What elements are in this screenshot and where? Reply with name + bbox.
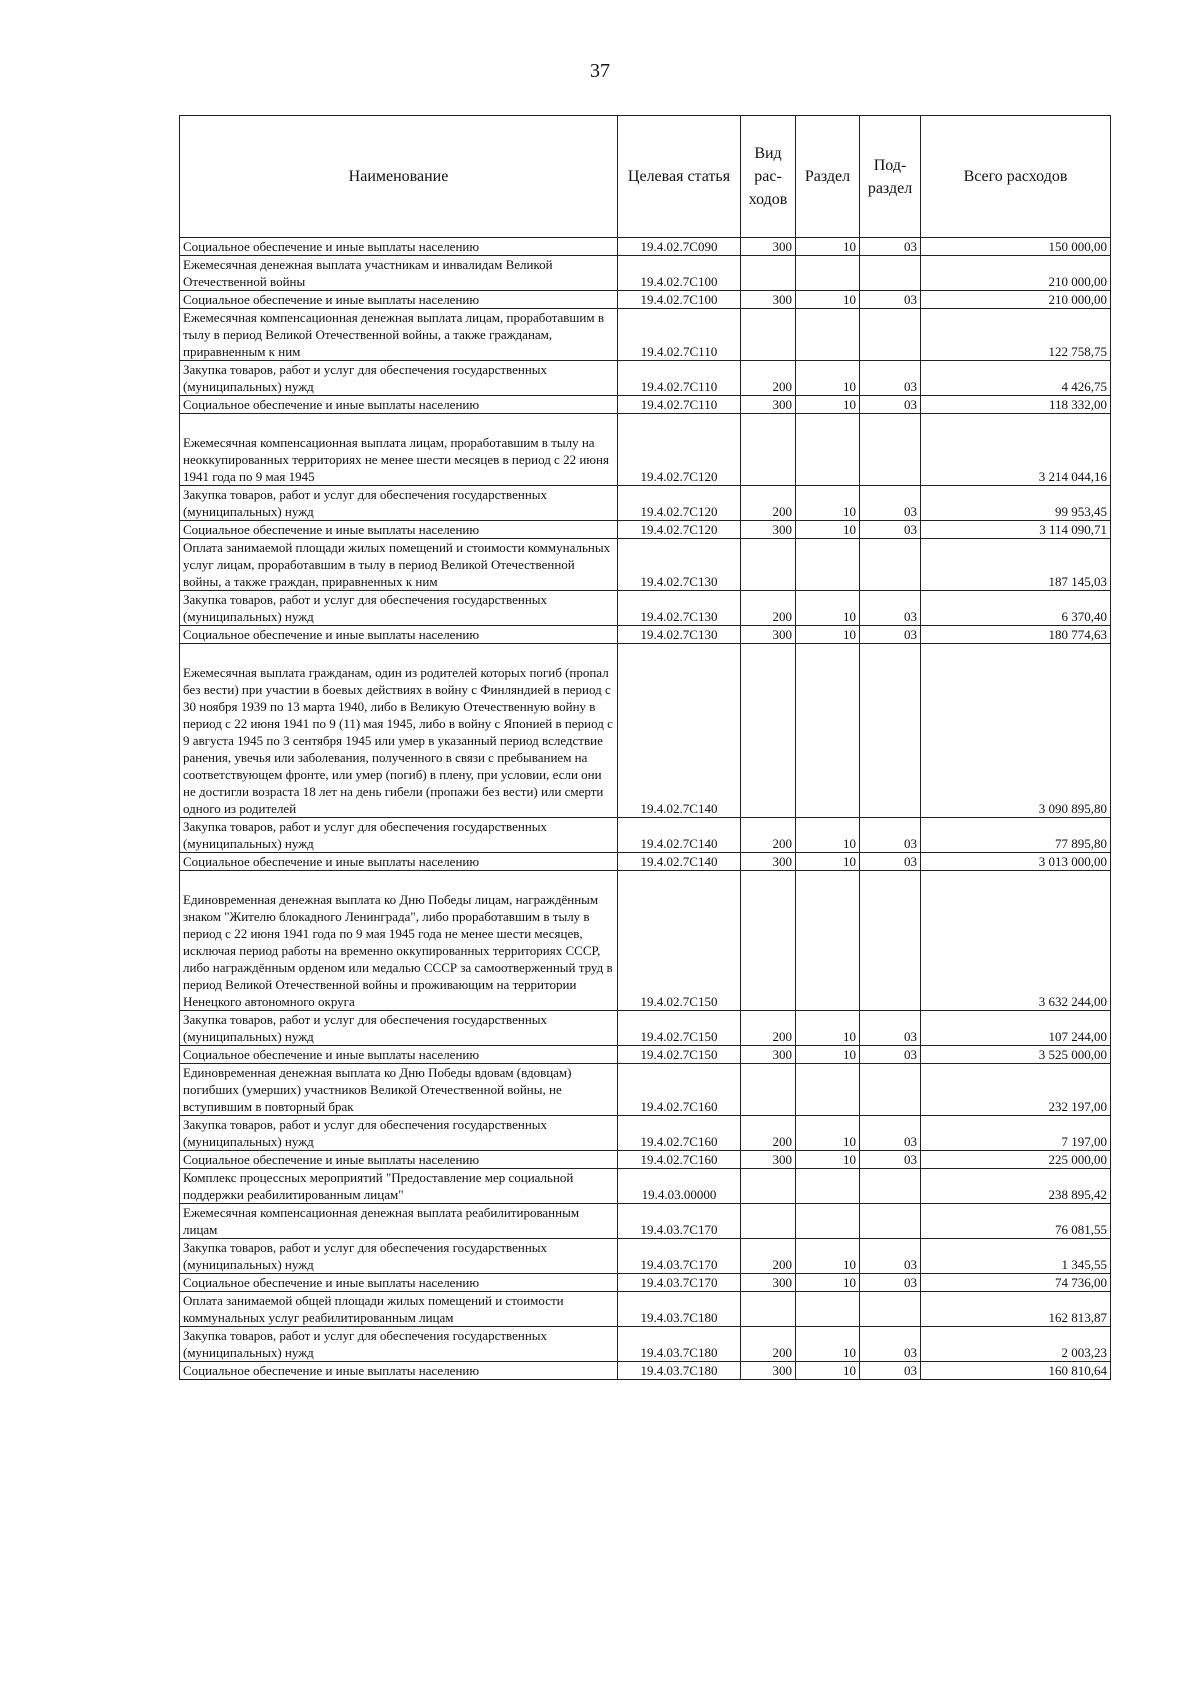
header-kind: Вид рас-ходов	[741, 116, 796, 238]
row-section	[796, 256, 860, 291]
row-subsection	[860, 1292, 921, 1327]
row-kind	[741, 539, 796, 591]
row-subsection	[860, 1169, 921, 1204]
row-target-code: 19.4.02.7С130	[618, 626, 741, 644]
table-row	[180, 1204, 1111, 1239]
row-target-code: 19.4.02.7С120	[618, 521, 741, 539]
row-subsection: 03	[860, 1011, 921, 1046]
table-header-row	[180, 116, 1111, 238]
row-subsection: 03	[860, 291, 921, 309]
table-row	[180, 1064, 1111, 1116]
row-kind	[741, 414, 796, 486]
row-section	[796, 871, 860, 1011]
row-name: Закупка товаров, работ и услуг для обеспечения государственных (муниципальных) нужд	[180, 1327, 618, 1362]
row-section	[796, 414, 860, 486]
row-total: 74 736,00	[921, 1274, 1111, 1292]
row-subsection: 03	[860, 1274, 921, 1292]
row-name: Оплата занимаемой площади жилых помещений и стоимости коммунальных услуг лицам, проработавшим в тылу в период Великой Отечественной войны, а также граждан, приравненных к ним	[180, 539, 618, 591]
row-kind: 300	[741, 1046, 796, 1064]
row-kind	[741, 1204, 796, 1239]
row-section: 10	[796, 1362, 860, 1380]
table-row	[180, 1116, 1111, 1151]
row-total: 76 081,55	[921, 1204, 1111, 1239]
row-subsection: 03	[860, 1151, 921, 1169]
table-row	[180, 1011, 1111, 1046]
row-name: Социальное обеспечение и иные выплаты населению	[180, 1362, 618, 1380]
row-section: 10	[796, 1046, 860, 1064]
row-target-code: 19.4.03.7С170	[618, 1239, 741, 1274]
row-target-code: 19.4.03.7С170	[618, 1204, 741, 1239]
table-row	[180, 361, 1111, 396]
row-subsection	[860, 871, 921, 1011]
row-section: 10	[796, 361, 860, 396]
row-name: Закупка товаров, работ и услуг для обеспечения государственных (муниципальных) нужд	[180, 361, 618, 396]
row-total: 160 810,64	[921, 1362, 1111, 1380]
row-name: Социальное обеспечение и иные выплаты населению	[180, 396, 618, 414]
row-kind: 300	[741, 521, 796, 539]
row-kind: 200	[741, 361, 796, 396]
row-kind: 200	[741, 591, 796, 626]
row-total: 225 000,00	[921, 1151, 1111, 1169]
row-kind	[741, 1169, 796, 1204]
row-target-code: 19.4.02.7С140	[618, 818, 741, 853]
row-target-code: 19.4.02.7С120	[618, 486, 741, 521]
table-row	[180, 871, 1111, 1011]
row-target-code: 19.4.03.7С180	[618, 1292, 741, 1327]
row-subsection: 03	[860, 818, 921, 853]
row-target-code: 19.4.02.7С110	[618, 396, 741, 414]
header-subsection: Под-раздел	[860, 116, 921, 238]
row-name: Закупка товаров, работ и услуг для обеспечения государственных (муниципальных) нужд	[180, 1116, 618, 1151]
row-total: 2 003,23	[921, 1327, 1111, 1362]
row-name: Ежемесячная денежная выплата участникам и инвалидам Великой Отечественной войны	[180, 256, 618, 291]
row-name: Социальное обеспечение и иные выплаты населению	[180, 1151, 618, 1169]
row-section	[796, 539, 860, 591]
row-total: 187 145,03	[921, 539, 1111, 591]
row-section: 10	[796, 396, 860, 414]
row-subsection: 03	[860, 626, 921, 644]
row-total: 7 197,00	[921, 1116, 1111, 1151]
row-section: 10	[796, 521, 860, 539]
row-total: 180 774,63	[921, 626, 1111, 644]
row-subsection	[860, 1204, 921, 1239]
table-row	[180, 521, 1111, 539]
row-total: 3 114 090,71	[921, 521, 1111, 539]
table-row	[180, 644, 1111, 818]
row-total: 3 013 000,00	[921, 853, 1111, 871]
table-row	[180, 1151, 1111, 1169]
row-name: Социальное обеспечение и иные выплаты населению	[180, 1046, 618, 1064]
row-target-code: 19.4.02.7С110	[618, 361, 741, 396]
row-subsection: 03	[860, 1046, 921, 1064]
row-subsection: 03	[860, 486, 921, 521]
row-target-code: 19.4.02.7С100	[618, 256, 741, 291]
row-subsection	[860, 644, 921, 818]
row-kind: 300	[741, 238, 796, 256]
row-subsection: 03	[860, 361, 921, 396]
row-section: 10	[796, 1327, 860, 1362]
row-kind: 200	[741, 1239, 796, 1274]
row-total: 3 632 244,00	[921, 871, 1111, 1011]
row-total: 238 895,42	[921, 1169, 1111, 1204]
row-kind	[741, 256, 796, 291]
row-subsection: 03	[860, 238, 921, 256]
row-target-code: 19.4.02.7С160	[618, 1064, 741, 1116]
row-name: Ежемесячная компенсационная денежная выплата реабилитированным лицам	[180, 1204, 618, 1239]
row-total: 3 214 044,16	[921, 414, 1111, 486]
table-row	[180, 238, 1111, 256]
row-total: 3 525 000,00	[921, 1046, 1111, 1064]
row-kind	[741, 871, 796, 1011]
row-section	[796, 1204, 860, 1239]
table-row	[180, 256, 1111, 291]
row-section	[796, 1169, 860, 1204]
row-name: Ежемесячная выплата гражданам, один из родителей которых погиб (пропал без вести) при участии в боевых действиях в войну с Финляндией в период с 30 ноября 1939 по 13 марта 1940, либо в Великую Отечественную войну в период с 22 июня 1941 по 9 (11) мая 1945, либо в войну с Японией в период с 9 августа 1945 по 3 сентября 1945 или умер в указанный период вследствие ранения, увечья или заболевания, полученного в связи с пребыванием на соответствующем фронте, или умер (погиб) в плену, при условии, если они не достигли возраста 18 лет на день гибели (пропажи без вести) или смерти одного из родителей	[180, 644, 618, 818]
row-kind	[741, 644, 796, 818]
table-row	[180, 853, 1111, 871]
row-target-code: 19.4.02.7С140	[618, 644, 741, 818]
row-subsection: 03	[860, 521, 921, 539]
table-row	[180, 396, 1111, 414]
row-kind: 200	[741, 1116, 796, 1151]
row-section: 10	[796, 486, 860, 521]
row-subsection	[860, 414, 921, 486]
row-subsection: 03	[860, 1362, 921, 1380]
row-target-code: 19.4.03.7С170	[618, 1274, 741, 1292]
row-subsection	[860, 309, 921, 361]
row-name: Единовременная денежная выплата ко Дню Победы вдовам (вдовцам) погибших (умерших) участников Великой Отечественной войны, не вступившим в повторный брак	[180, 1064, 618, 1116]
table-row	[180, 1239, 1111, 1274]
row-section	[796, 1292, 860, 1327]
row-total: 122 758,75	[921, 309, 1111, 361]
row-target-code: 19.4.03.7С180	[618, 1327, 741, 1362]
header-target: Целевая статья	[618, 116, 741, 238]
row-target-code: 19.4.02.7С100	[618, 291, 741, 309]
row-target-code: 19.4.02.7С090	[618, 238, 741, 256]
table-row	[180, 486, 1111, 521]
table-row	[180, 1292, 1111, 1327]
row-total: 99 953,45	[921, 486, 1111, 521]
row-section: 10	[796, 238, 860, 256]
row-section: 10	[796, 1116, 860, 1151]
row-name: Ежемесячная компенсационная денежная выплата лицам, проработавшим в тылу в период Великой Отечественной войны, а также гражданам, приравненным к ним	[180, 309, 618, 361]
row-total: 1 345,55	[921, 1239, 1111, 1274]
table-row	[180, 414, 1111, 486]
row-target-code: 19.4.02.7С130	[618, 591, 741, 626]
row-kind: 300	[741, 1362, 796, 1380]
row-section: 10	[796, 818, 860, 853]
row-kind: 300	[741, 626, 796, 644]
header-total: Всего расходов	[921, 116, 1111, 238]
row-section: 10	[796, 626, 860, 644]
table-row	[180, 539, 1111, 591]
row-section: 10	[796, 591, 860, 626]
row-kind	[741, 1292, 796, 1327]
row-name: Единовременная денежная выплата ко Дню Победы лицам, награждённым знаком "Жителю блокадного Ленинграда", либо проработавшим в тылу в период с 22 июня 1941 года по 9 мая 1945 года не менее шести месяцев, исключая период работы на временно оккупированных территориях СССР, либо награждённым орденом или медалью СССР за самоотверженный труд в период Великой Отечественной войны и проживающим на территории Ненецкого автономного округа	[180, 871, 618, 1011]
row-total: 162 813,87	[921, 1292, 1111, 1327]
row-subsection	[860, 1064, 921, 1116]
row-kind: 300	[741, 853, 796, 871]
row-target-code: 19.4.02.7С140	[618, 853, 741, 871]
row-total: 118 332,00	[921, 396, 1111, 414]
row-kind: 200	[741, 818, 796, 853]
row-total: 77 895,80	[921, 818, 1111, 853]
row-section: 10	[796, 291, 860, 309]
row-name: Закупка товаров, работ и услуг для обеспечения государственных (муниципальных) нужд	[180, 1011, 618, 1046]
row-section	[796, 309, 860, 361]
row-name: Социальное обеспечение и иные выплаты населению	[180, 853, 618, 871]
row-kind	[741, 1064, 796, 1116]
row-target-code: 19.4.02.7С160	[618, 1151, 741, 1169]
row-section: 10	[796, 1151, 860, 1169]
row-section: 10	[796, 853, 860, 871]
row-subsection: 03	[860, 1116, 921, 1151]
budget-table	[179, 115, 1111, 1380]
table-row	[180, 1327, 1111, 1362]
row-target-code: 19.4.02.7С120	[618, 414, 741, 486]
row-target-code: 19.4.02.7С150	[618, 871, 741, 1011]
row-kind	[741, 309, 796, 361]
row-name: Закупка товаров, работ и услуг для обеспечения государственных (муниципальных) нужд	[180, 1239, 618, 1274]
row-name: Социальное обеспечение и иные выплаты населению	[180, 291, 618, 309]
row-kind: 300	[741, 1274, 796, 1292]
row-target-code: 19.4.02.7С150	[618, 1046, 741, 1064]
row-kind: 300	[741, 1151, 796, 1169]
row-kind: 200	[741, 486, 796, 521]
row-name: Комплекс процессных мероприятий "Предоставление мер социальной поддержки реабилитированным лицам"	[180, 1169, 618, 1204]
row-target-code: 19.4.02.7С150	[618, 1011, 741, 1046]
table-row	[180, 1274, 1111, 1292]
row-total: 3 090 895,80	[921, 644, 1111, 818]
row-kind: 300	[741, 396, 796, 414]
row-name: Социальное обеспечение и иные выплаты населению	[180, 521, 618, 539]
row-name: Закупка товаров, работ и услуг для обеспечения государственных (муниципальных) нужд	[180, 818, 618, 853]
table-row	[180, 1362, 1111, 1380]
row-subsection: 03	[860, 1327, 921, 1362]
row-section: 10	[796, 1011, 860, 1046]
row-subsection: 03	[860, 853, 921, 871]
row-total: 150 000,00	[921, 238, 1111, 256]
row-subsection	[860, 256, 921, 291]
row-kind: 200	[741, 1011, 796, 1046]
row-kind: 200	[741, 1327, 796, 1362]
table-row	[180, 291, 1111, 309]
row-target-code: 19.4.03.00000	[618, 1169, 741, 1204]
row-name: Социальное обеспечение и иные выплаты населению	[180, 238, 618, 256]
row-target-code: 19.4.02.7С110	[618, 309, 741, 361]
row-section: 10	[796, 1239, 860, 1274]
row-section: 10	[796, 1274, 860, 1292]
table-row	[180, 1046, 1111, 1064]
header-name: Наименование	[180, 116, 618, 238]
row-subsection: 03	[860, 1239, 921, 1274]
row-name: Закупка товаров, работ и услуг для обеспечения государственных (муниципальных) нужд	[180, 486, 618, 521]
row-total: 4 426,75	[921, 361, 1111, 396]
row-total: 6 370,40	[921, 591, 1111, 626]
row-total: 210 000,00	[921, 256, 1111, 291]
row-target-code: 19.4.02.7С130	[618, 539, 741, 591]
table-row	[180, 1169, 1111, 1204]
table-row	[180, 591, 1111, 626]
row-total: 232 197,00	[921, 1064, 1111, 1116]
row-name: Социальное обеспечение и иные выплаты населению	[180, 626, 618, 644]
table-row	[180, 626, 1111, 644]
row-name: Закупка товаров, работ и услуг для обеспечения государственных (муниципальных) нужд	[180, 591, 618, 626]
row-name: Оплата занимаемой общей площади жилых помещений и стоимости коммунальных услуг реабилитированным лицам	[180, 1292, 618, 1327]
table-row	[180, 818, 1111, 853]
row-subsection: 03	[860, 396, 921, 414]
row-name: Ежемесячная компенсационная выплата лицам, проработавшим в тылу на неоккупированных территориях не менее шести месяцев в период с 22 июня 1941 года по 9 мая 1945	[180, 414, 618, 486]
page-number: 37	[590, 60, 610, 82]
row-target-code: 19.4.03.7С180	[618, 1362, 741, 1380]
row-target-code: 19.4.02.7С160	[618, 1116, 741, 1151]
row-section	[796, 1064, 860, 1116]
row-total: 210 000,00	[921, 291, 1111, 309]
row-subsection: 03	[860, 591, 921, 626]
row-total: 107 244,00	[921, 1011, 1111, 1046]
row-subsection	[860, 539, 921, 591]
table-row	[180, 309, 1111, 361]
header-section: Раздел	[796, 116, 860, 238]
row-name: Социальное обеспечение и иные выплаты населению	[180, 1274, 618, 1292]
row-section	[796, 644, 860, 818]
row-kind: 300	[741, 291, 796, 309]
